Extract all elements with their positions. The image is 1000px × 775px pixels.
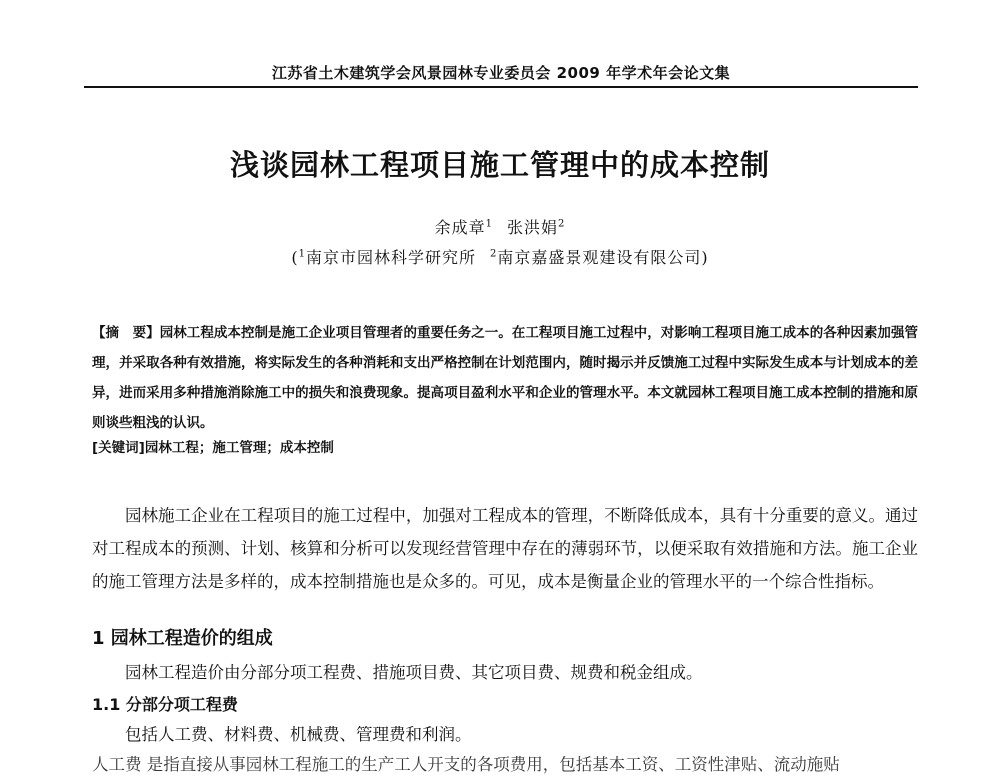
section-heading-1-1: 1.1 分部分项工程费 — [92, 695, 238, 714]
author-name: 张洪娟 — [507, 218, 559, 237]
abstract — [92, 318, 918, 438]
affiliation-close-paren: ) — [701, 248, 709, 267]
affiliation-superscript: 2 — [490, 248, 498, 260]
paper-title: 浅谈园林工程项目施工管理中的成本控制 — [229, 148, 770, 182]
authors-line — [0, 215, 1000, 238]
affiliation-open-paren: ( — [291, 248, 299, 267]
keywords-text: 园林工程；施工管理；成本控制 — [144, 440, 334, 456]
header-rule — [84, 86, 918, 88]
intro-paragraph: 园林施工企业在工程项目的施工过程中，加强对工程成本的管理，不断降低成本，具有十分重要的意义。通过对工程成本的预测、计划、核算和分析可以发现经营管理中存在的薄弱环节，以便采取有效措施和方法。施工企业的施工管理方法是多样的，成本控制措施也是众多的。可见，成本是衡量企业的管理水平的一个综合性指标。 — [92, 506, 918, 591]
affiliation-superscript: 1 — [298, 248, 306, 260]
abstract-text: 园林工程成本控制是施工企业项目管理者的重要任务之一。在工程项目施工过程中，对影响工程项目施工成本的各种因素加强管理，并采取各种有效措施，将实际发生的各种消耗和支出严格控制在计划范围内，随时揭示并反馈施工过程中实际发生成本与计划成本的差异，进而采用多种措施消除施工中的损失和浪费现象。提高项目盈利水平和企业的管理水平。本文就园林工程项目施工成本控制的措施和原则谈些粗浅的认识。 — [92, 325, 919, 431]
keywords — [92, 436, 918, 456]
section-1-1-paragraph: 包括人工费、材料费、机械费、管理费和利润。 — [125, 725, 472, 744]
section-1-paragraph: 园林工程造价由分部分项工程费、措施项目费、其它项目费、规费和税金组成。 — [125, 663, 703, 682]
author-superscript: 2 — [558, 218, 566, 230]
running-head: 江苏省土木建筑学会风景园林专业委员会 2009 年学术年会论文集 — [271, 64, 731, 82]
section-heading-1: 1 园林工程造价的组成 — [92, 628, 273, 649]
author-name: 余成章 — [434, 218, 486, 237]
cut-off-text-line: 人工费 是指直接从事园林工程施工的生产工人开支的各项费用，包括基本工资、工资性津贴、流动施贴 — [92, 755, 840, 774]
keywords-label: [关键词] — [92, 440, 145, 456]
author-superscript: 1 — [485, 218, 493, 230]
affiliation-name: 南京嘉盛景观建设有限公司 — [497, 248, 702, 267]
abstract-label: 【摘 要】 — [92, 325, 160, 341]
affiliations-line — [0, 245, 1000, 268]
affiliation-name: 南京市园林科学研究所 — [305, 248, 476, 267]
